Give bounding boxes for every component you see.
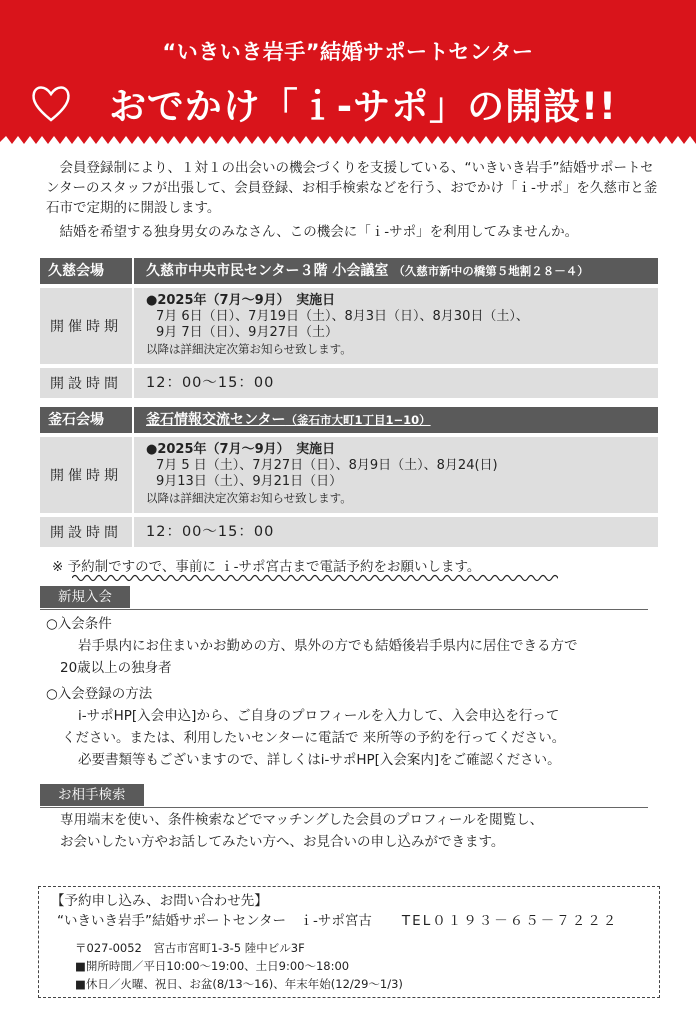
time-label: 開設時間: [40, 517, 134, 547]
page-title: おでかけ「ｉ-サポ」の開設!!: [109, 85, 617, 128]
join-method-line-1: i-サポHP[入会申込]から、ご自身のプロフィールを入力して、入会申込を行って: [78, 708, 560, 724]
contact-org: “いきいき岩手”結婚サポートセンター ｉ-サポ宮古: [57, 913, 372, 929]
venue-name: 久慈会場: [40, 258, 134, 284]
search-line-2: お会いしたい方やお話してみたい方へ、お見合いの申し込みができます。: [60, 834, 505, 850]
venue-kuji: [40, 258, 658, 398]
contact-hours: ■開所時間／平日10:00～19:00、土日9:00～18:00: [75, 959, 350, 973]
contact-box: [38, 886, 660, 998]
schedule-heading: ●2025年（7月～9月） 実施日: [146, 293, 336, 308]
venue-address: （久慈市新中の橋第５地割２８－４）: [393, 264, 589, 278]
schedule-content: [134, 437, 658, 513]
venue-header: [40, 407, 658, 433]
contact-address: 〒027-0052 宮古市宮町1-3-5 陸中ビル3F: [75, 941, 305, 955]
schedule-row: [40, 288, 658, 364]
schedule-dates-1: 7月 6日（日）、7月19日（土）、8月3日（日）、8月30日（土）、: [156, 309, 529, 324]
contact-holidays: ■休日／火曜、祝日、お盆(8/13～16)、年末年始(12/29～1/3): [75, 977, 403, 991]
reservation-note: ※ 予約制ですので、事前に ｉ-サポ宮古まで電話予約をお願いします。: [52, 559, 481, 575]
venue-address: （釜石市大町1丁目1−10）: [285, 413, 431, 427]
join-method-title: ○入会登録の方法: [46, 686, 153, 702]
schedule-content: [134, 288, 658, 364]
contact-heading: 【予約申し込み、お問い合わせ先】: [51, 893, 268, 909]
venue-header: [40, 258, 658, 284]
schedule-label: 開催時期: [40, 288, 134, 364]
section-title: 新規入会: [40, 586, 130, 608]
venue-place: [134, 407, 658, 433]
intro-paragraph-1: 会員登録制により、１対１の出会いの機会づくりを支援している、“いきいき岩手”結婚サポートセンターのスタッフが出張して、会員登録、お相手検索などを行う、おでかけ「ｉ-サポ」を久慈市と釜石市で定期的に開設します。: [46, 160, 658, 216]
schedule-dates-1: 7月 5 日（土）、7月27日（日）、8月9日（土）、8月24(日): [156, 458, 498, 473]
venue-name: 釜石会場: [40, 407, 134, 433]
time-row: [40, 517, 658, 547]
schedule-followup: 以降は詳細決定次第お知らせ致します。: [146, 491, 352, 505]
schedule-followup: 以降は詳細決定次第お知らせ致します。: [146, 342, 352, 356]
schedule-row: [40, 437, 658, 513]
venue-place-name: 釜石情報交流センター: [146, 412, 286, 428]
section-title: お相手検索: [40, 784, 144, 806]
time-value: 12：00～15：00: [146, 524, 275, 540]
intro-text: [46, 158, 666, 242]
join-condition-line-1: 岩手県内にお住まいかお勤めの方、県外の方でも結婚後岩手県内に居住できる方で: [78, 638, 578, 654]
section-header-join: [40, 586, 648, 610]
venue-place-name: 久慈市中央市民センター３階 小会議室: [146, 263, 389, 279]
search-line-1: 専用端末を使い、条件検索などでマッチングした会員のプロフィールを閲覧し、: [60, 812, 544, 828]
time-label: 開設時間: [40, 368, 134, 398]
schedule-dates-2: 9月 7日（日）、9月27日（土）: [156, 325, 338, 340]
schedule-heading: ●2025年（7月～9月） 実施日: [146, 442, 336, 457]
wavy-underline: [72, 573, 558, 583]
intro-paragraph-2: 結婚を希望する独身男女のみなさん、この機会に「ｉ-サポ」を利用してみませんか。: [59, 224, 579, 240]
schedule-dates-2: 9月13日（土）、9月21日（日）: [156, 474, 343, 489]
venue-kamaishi: [40, 407, 658, 547]
time-row: [40, 368, 658, 398]
header-subtitle: “いきいき岩手”結婚サポートセンター: [162, 40, 534, 64]
join-condition-line-2: 20歳以上の独身者: [60, 660, 172, 676]
join-condition-title: ○入会条件: [46, 616, 112, 632]
join-method-line-3: 必要書類等もございますので、詳しくはi-サポHP[入会案内]をご確認ください。: [78, 752, 561, 768]
contact-org-line: [51, 911, 649, 931]
contact-tel[interactable]: TEL０１９３－６５－７２２２: [401, 913, 619, 929]
header-banner: [0, 0, 696, 148]
header-zigzag-edge: [0, 134, 696, 148]
schedule-label: 開催時期: [40, 437, 134, 513]
section-header-search: [40, 784, 648, 808]
time-value: 12：00～15：00: [146, 375, 275, 391]
join-method-line-2: ください。または、利用したいセンターに電話で 来所等の予約を行ってください。: [62, 730, 566, 746]
venue-place: [134, 258, 658, 284]
